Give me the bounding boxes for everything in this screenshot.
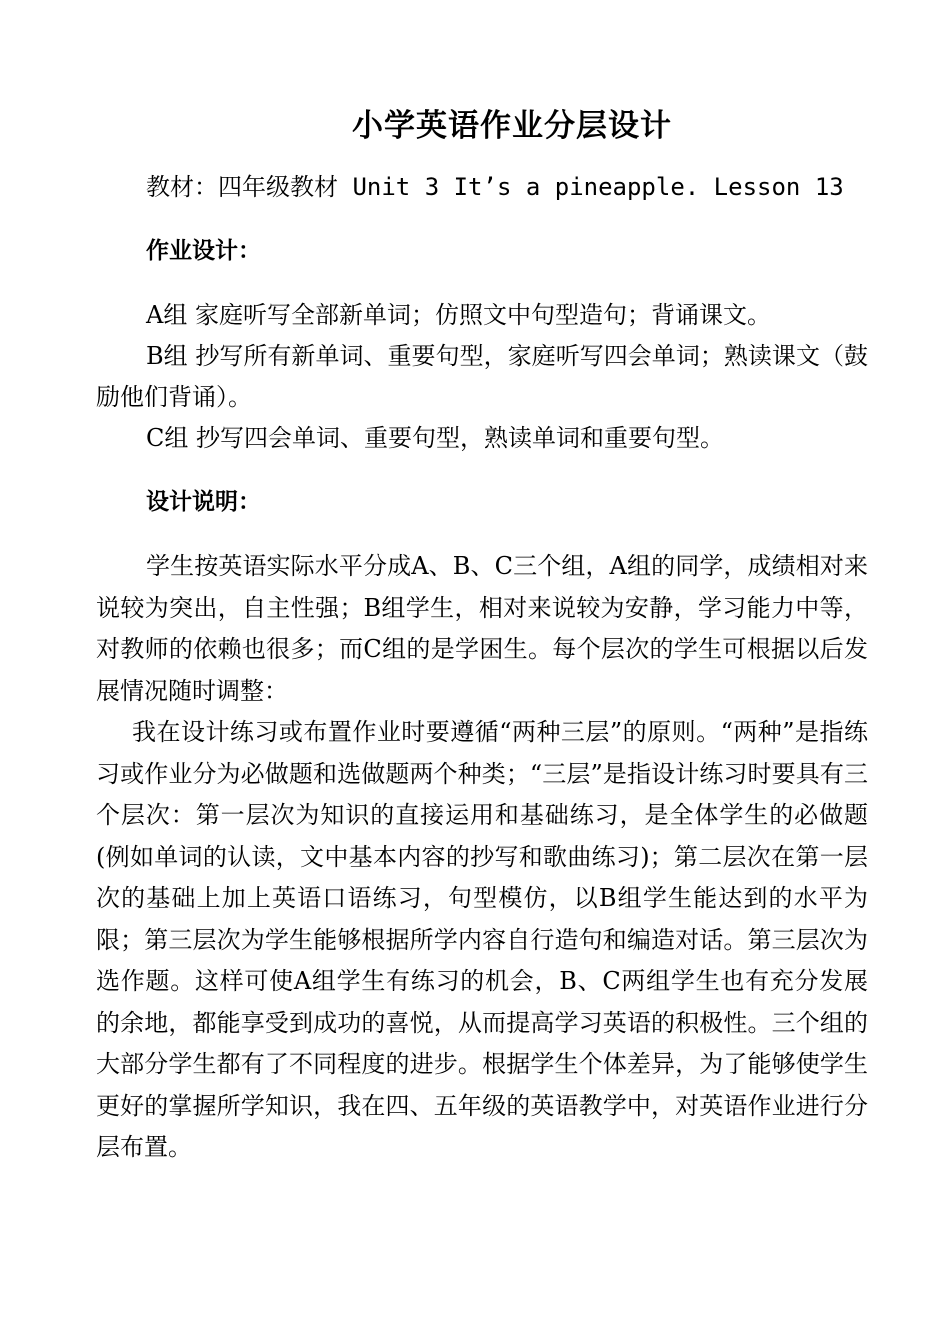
document-page <box>96 100 868 1169</box>
group-c-text: C组 抄写四会单词、重要句型，熟读单词和重要句型。 <box>146 424 724 452</box>
document-title: 小学英语作业分层设计 <box>352 108 672 144</box>
explanation-paragraph-2: 我在设计练习或布置作业时要遵循“两种三层”的原则。“两种”是指练习或作业分为必做题和选做题两个种类；“三层”是指设计练习时要具有三个层次：第一层次为知识的直接运用和基础练习，是全体学生的必做题(例如单词的认读，文中基本内容的抄写和歌曲练习)；第二层次在第一层次的基础上加上英语口语练习，句型模仿，以B组学生能达到的水平为限；第三层次为学生能够根据所学内容自行造句和编造对话。第三层次为选作题。这样可使A组学生有练习的机会，B、C两组学生也有充分发展的余地，都能享受到成功的喜悦，从而提高学习英语的积极性。三个组的大部分学生都有了不同程度的进步。根据学生个体差异，为了能够使学生更好的掌握所学知识，我在四、五年级的英语教学中，对英语作业进行分层布置。 <box>96 718 868 1161</box>
material-line <box>96 167 868 208</box>
explanation-paragraph-1: 学生按英语实际水平分成A、B、C三个组，A组的同学，成绩相对来说较为突出，自主性强；B组学生，相对来说较为安静，学习能力中等，对教师的依赖也很多；而C组的是学困生。每个层次的学生可根据以后发展情况随时调整： <box>96 552 868 705</box>
group-a-text: A组 家庭听写全部新单词；仿照文中句型造句；背诵课文。 <box>146 301 771 329</box>
group-b-text: B组 抄写所有新单词、重要句型，家庭听写四会单词；熟读课文（鼓励他们背诵）。 <box>96 342 868 411</box>
material-english: Unit 3 It’s a pineapple. Lesson 13 <box>338 173 844 201</box>
homework-heading: 作业设计： <box>146 238 261 264</box>
explanation-heading: 设计说明： <box>146 489 261 515</box>
material-label: 教材：四年级教材 <box>146 173 338 201</box>
